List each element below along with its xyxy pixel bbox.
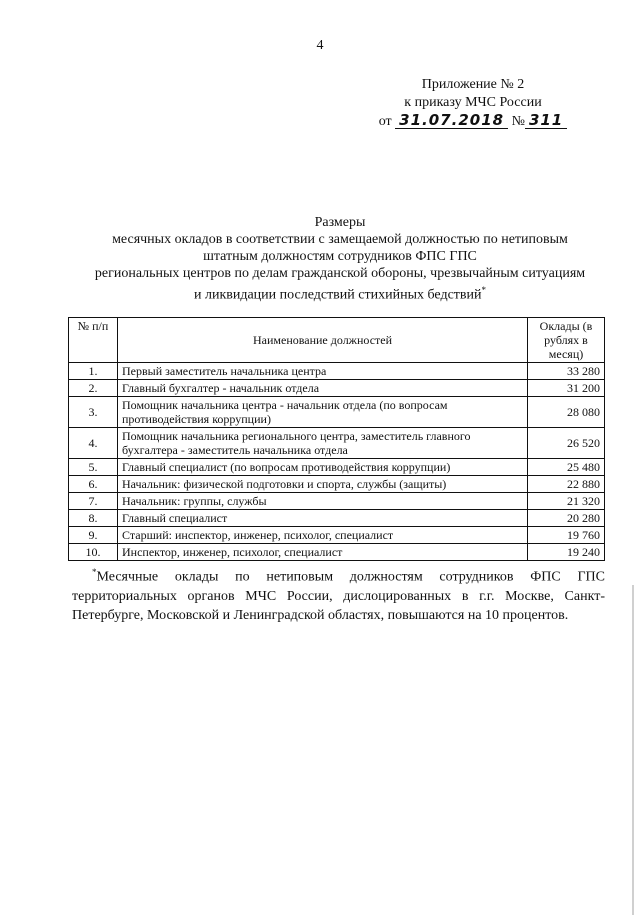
row-position-name: Инспектор, инженер, психолог, специалист (118, 544, 528, 561)
header-name: Наименование должностей (118, 318, 528, 363)
table-row (69, 476, 605, 493)
row-position-name: Старший: инспектор, инженер, психолог, специалист (118, 527, 528, 544)
row-num: 6. (69, 476, 118, 493)
table-row (69, 544, 605, 561)
heading-footnote-mark: * (481, 285, 487, 295)
document-heading (60, 214, 620, 304)
heading-line-2: месячных окладов в соответствии с замещаемой должностью по нетиповым (112, 232, 568, 247)
header-num: № п/п (69, 318, 118, 363)
row-num: 4. (69, 428, 118, 459)
row-salary: 33 280 (528, 363, 605, 380)
footnote-mark: * (92, 567, 97, 577)
row-salary: 19 760 (528, 527, 605, 544)
row-position-name: Первый заместитель начальника центра (118, 363, 528, 380)
row-salary: 22 880 (528, 476, 605, 493)
heading-line-5 (60, 282, 620, 304)
row-salary: 26 520 (528, 428, 605, 459)
appendix-header (378, 76, 568, 132)
table-row (69, 527, 605, 544)
row-position-name: Начальник: физической подготовки и спорта, службы (защиты) (118, 476, 528, 493)
row-num: 3. (69, 397, 118, 428)
heading-line-1: Размеры (314, 215, 366, 230)
footnote-text: Месячные оклады по нетиповым должностям сотрудников ФПС ГПС территориальных органов МЧС России, дислоцированных в г.г. Москве, Санкт-Петербурге, Московской и Ленинградской областях, повышаются на 10 процентов. (72, 569, 605, 623)
row-num: 5. (69, 459, 118, 476)
table-row (69, 428, 605, 459)
table-row (69, 380, 605, 397)
page-number: 4 (316, 38, 324, 53)
handwritten-date: 31.07.2018 (395, 112, 508, 129)
table-row (69, 510, 605, 527)
header-salary: Оклады (в рублях в месяц) (528, 318, 605, 363)
number-prefix: № (511, 114, 525, 129)
row-num: 2. (69, 380, 118, 397)
row-num: 7. (69, 493, 118, 510)
row-salary: 21 320 (528, 493, 605, 510)
appendix-title: Приложение № 2 (421, 77, 525, 92)
table-header-row (69, 318, 605, 363)
footnote (72, 563, 605, 625)
handwritten-number: 311 (525, 112, 567, 129)
table-body (69, 363, 605, 561)
row-position-name: Главный специалист (118, 510, 528, 527)
row-position-name: Помощник начальника регионального центра, заместитель главного бухгалтера - заместитель начальника отдела (118, 428, 528, 459)
heading-line-4: региональных центров по делам гражданской обороны, чрезвычайным ситуациям (94, 266, 586, 281)
row-num: 10. (69, 544, 118, 561)
row-salary: 25 480 (528, 459, 605, 476)
row-num: 1. (69, 363, 118, 380)
scan-edge-mark (632, 585, 634, 915)
table-row (69, 397, 605, 428)
heading-line-5-text: и ликвидации последствий стихийных бедствий (193, 287, 482, 303)
row-position-name: Главный специалист (по вопросам противодействия коррупции) (118, 459, 528, 476)
row-num: 9. (69, 527, 118, 544)
row-position-name: Главный бухгалтер - начальник отдела (118, 380, 528, 397)
row-salary: 28 080 (528, 397, 605, 428)
appendix-order-ref: к приказу МЧС России (404, 95, 542, 110)
table-row (69, 459, 605, 476)
row-salary: 31 200 (528, 380, 605, 397)
row-num: 8. (69, 510, 118, 527)
heading-line-3: штатным должностям сотрудников ФПС ГПС (203, 249, 477, 264)
row-position-name: Помощник начальника центра - начальник отдела (по вопросам противодействия коррупции) (118, 397, 528, 428)
row-salary: 20 280 (528, 510, 605, 527)
row-salary: 19 240 (528, 544, 605, 561)
table-row (69, 493, 605, 510)
row-position-name: Начальник: группы, службы (118, 493, 528, 510)
salary-table (68, 317, 605, 561)
appendix-date-line (378, 112, 568, 132)
table-row (69, 363, 605, 380)
date-prefix: от (378, 114, 392, 129)
